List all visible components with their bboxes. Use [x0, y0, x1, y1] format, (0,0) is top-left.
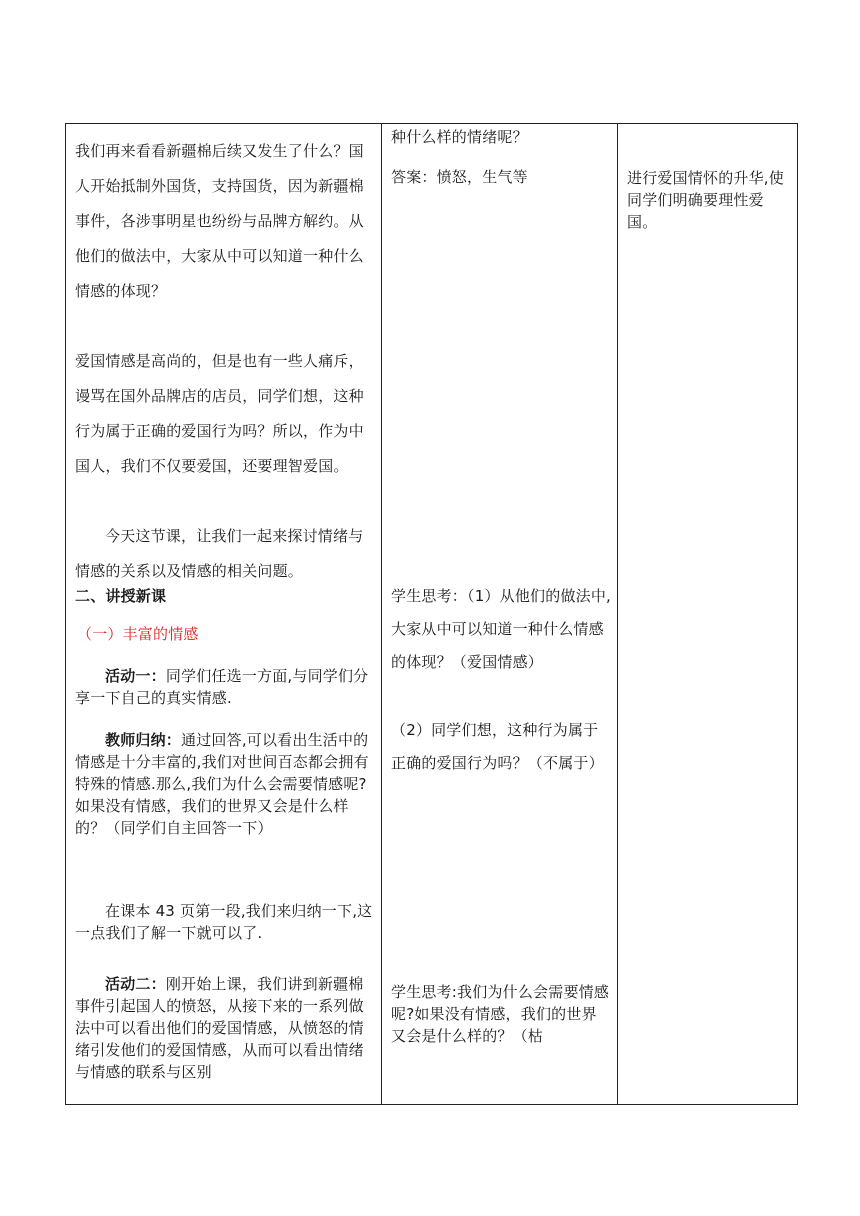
- subsection-heading: （一）丰富的情感: [77, 625, 199, 643]
- teacher-activity-cell: [66, 124, 382, 1105]
- student-think-one: 学生思考：（1）从他们的做法中,大家从中可以知道一种什么情感的体现？（爱国情感）: [391, 587, 612, 671]
- teacher-summary-text: 通过回答,可以看出生活中的情感是十分丰富的,我们对世间百态都会拥有特殊的情感.那么,我们为什么会需要情感呢?如果没有情感，我们的世界又会是什么样的？（同学们自主回答一下）: [75, 731, 369, 837]
- question-continuation: 种什么样的情绪呢？: [391, 128, 528, 146]
- patriotism-paragraph: 爱国情感是高尚的，但是也有一些人痛斥，谩骂在国外品牌店的店员，同学们想，这种行为属于正确的爱国行为吗？所以，作为中国人，我们不仅要爱国，还要理智爱国。: [75, 352, 364, 475]
- activity-two-paragraph: [75, 973, 375, 1083]
- activity-one-text: 同学们任选一方面,与同学们分享一下自己的真实情感.: [75, 667, 369, 707]
- table-row: [66, 124, 798, 1105]
- section-heading: 二、讲授新课: [75, 587, 167, 605]
- teacher-summary-label: 教师归纳：: [105, 731, 182, 749]
- design-intent-text: 进行爱国情怀的升华,使同学们明确要理性爱国。: [627, 169, 784, 231]
- student-think-two: 学生思考:我们为什么会需要情感呢?如果没有情感，我们的世界又会是什么样的？（枯: [391, 983, 610, 1045]
- activity-two-label: 活动二：: [105, 975, 166, 993]
- answer-text: 答案：愤怒，生气等: [391, 168, 528, 186]
- intro-paragraph: 我们再来看看新疆棉后续又发生了什么？国人开始抵制外国货，支持国货，因为新疆棉事件，各涉事明星也纷纷与品牌方解约。从他们的做法中，大家从中可以知道一种什么情感的体现？: [75, 142, 364, 300]
- design-intent-cell: [618, 124, 798, 1105]
- student-think-one-b: （2）同学们想，这种行为属于正确的爱国行为吗？（不属于）: [391, 721, 604, 772]
- activity-one-label: 活动一：: [105, 667, 166, 685]
- lesson-plan-table: [65, 123, 798, 1105]
- activity-two-text: 刚开始上课，我们讲到新疆棉事件引起国人的愤怒，从接下来的一系列做法中可以看出他们的爱国情感，从愤怒的情绪引发他们的爱国情感，从而可以看出情绪与情感的联系与区别: [75, 975, 364, 1081]
- lesson-topic-paragraph: 今天这节课，让我们一起来探讨情绪与情感的关系以及情感的相关问题。: [75, 527, 364, 580]
- student-activity-cell: [382, 124, 618, 1105]
- activity-one-paragraph: [75, 665, 375, 709]
- teacher-summary-paragraph: [75, 729, 375, 839]
- textbook-note-paragraph: 在课本 43 页第一段,我们来归纳一下,这一点我们了解一下就可以了.: [75, 902, 373, 942]
